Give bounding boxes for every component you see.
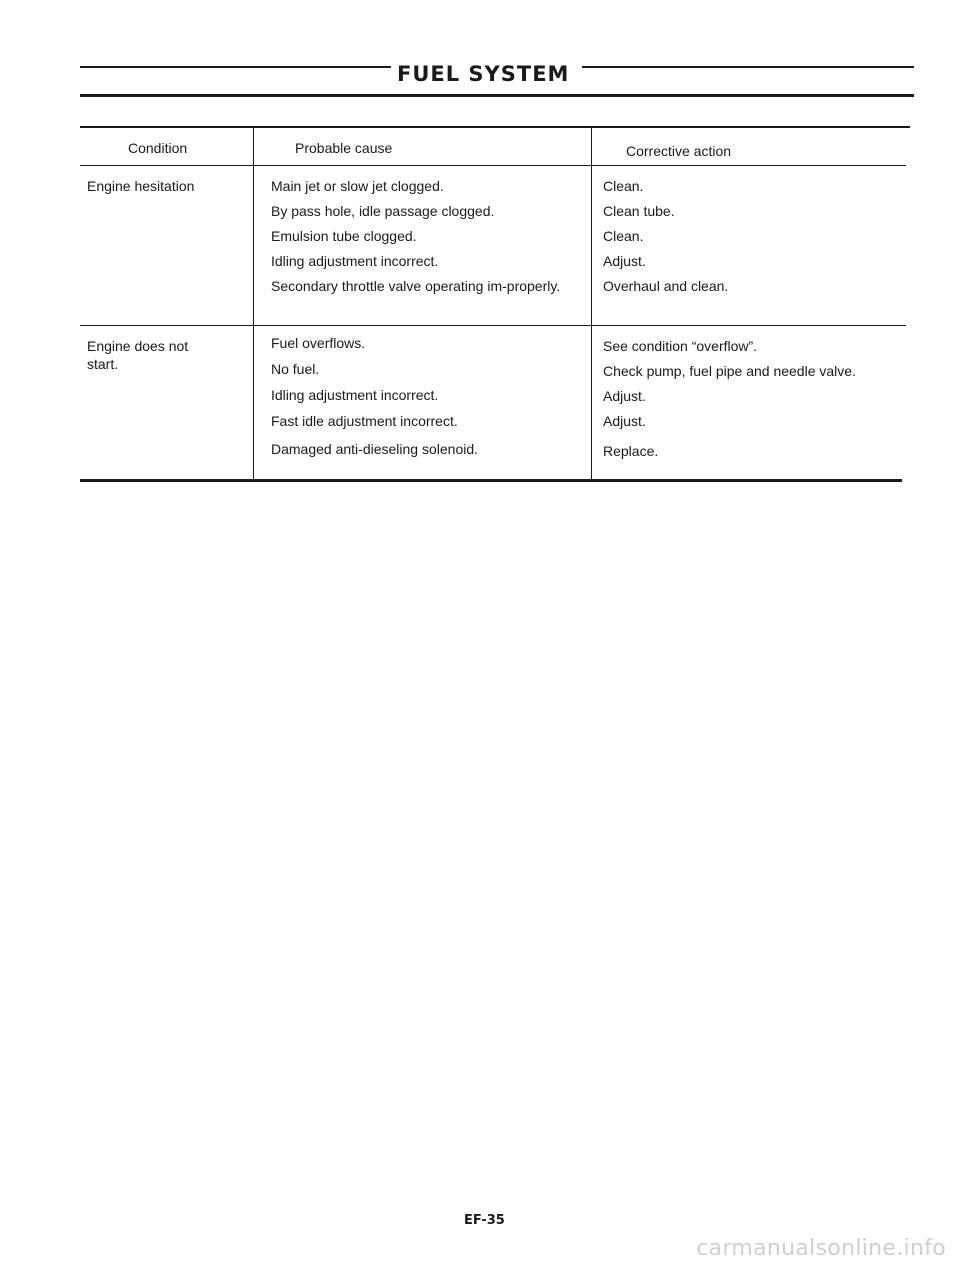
condition-cell: Engine hesitation — [87, 178, 195, 194]
cause-item: No fuel. — [271, 361, 320, 377]
page-number: EF-35 — [464, 1213, 505, 1228]
cause-list — [271, 334, 478, 458]
action-list — [603, 337, 856, 460]
table-top-rule — [80, 126, 910, 128]
cause-item: Secondary throttle valve operating im-properly. — [271, 278, 561, 294]
action-item: Replace. — [603, 443, 659, 459]
condition-cell: Engine does not start. — [87, 338, 189, 372]
column-divider-1 — [253, 126, 254, 481]
cause-item: By pass hole, idle passage clogged. — [271, 203, 495, 219]
action-item: Clean tube. — [603, 203, 675, 219]
table-bottom-rule — [80, 479, 902, 482]
header-corrective-action: Corrective action — [626, 143, 732, 159]
action-item: Check pump, fuel pipe and needle valve. — [603, 363, 856, 379]
cause-item: Fuel overflows. — [271, 335, 366, 351]
action-item: Adjust. — [603, 253, 646, 269]
header-probable-cause: Probable cause — [295, 140, 393, 156]
action-item: Clean. — [603, 228, 644, 244]
cause-item: Idling adjustment incorrect. — [271, 387, 439, 403]
cause-item: Fast idle adjustment incorrect. — [271, 413, 458, 429]
group-divider — [80, 325, 906, 326]
action-item: Adjust. — [603, 388, 646, 404]
cause-item: Idling adjustment incorrect. — [271, 253, 439, 269]
action-item: See condition “overflow”. — [603, 338, 758, 354]
header-underline — [80, 165, 906, 166]
title-top-rule-right — [582, 66, 914, 68]
header-condition: Condition — [128, 140, 188, 156]
action-list — [603, 177, 728, 295]
watermark: carmanualsonline.info — [696, 1236, 946, 1261]
cause-item: Damaged anti-dieseling solenoid. — [271, 441, 479, 457]
cause-list — [271, 177, 571, 295]
column-divider-2 — [591, 126, 592, 481]
cause-item: Emulsion tube clogged. — [271, 228, 417, 244]
action-item: Clean. — [603, 178, 644, 194]
action-item: Adjust. — [603, 413, 646, 429]
title-top-rule — [80, 66, 391, 68]
action-item: Overhaul and clean. — [603, 278, 729, 294]
page-title: FUEL SYSTEM — [397, 62, 570, 86]
cause-item: Main jet or slow jet clogged. — [271, 178, 444, 194]
title-bottom-rule — [80, 94, 914, 97]
